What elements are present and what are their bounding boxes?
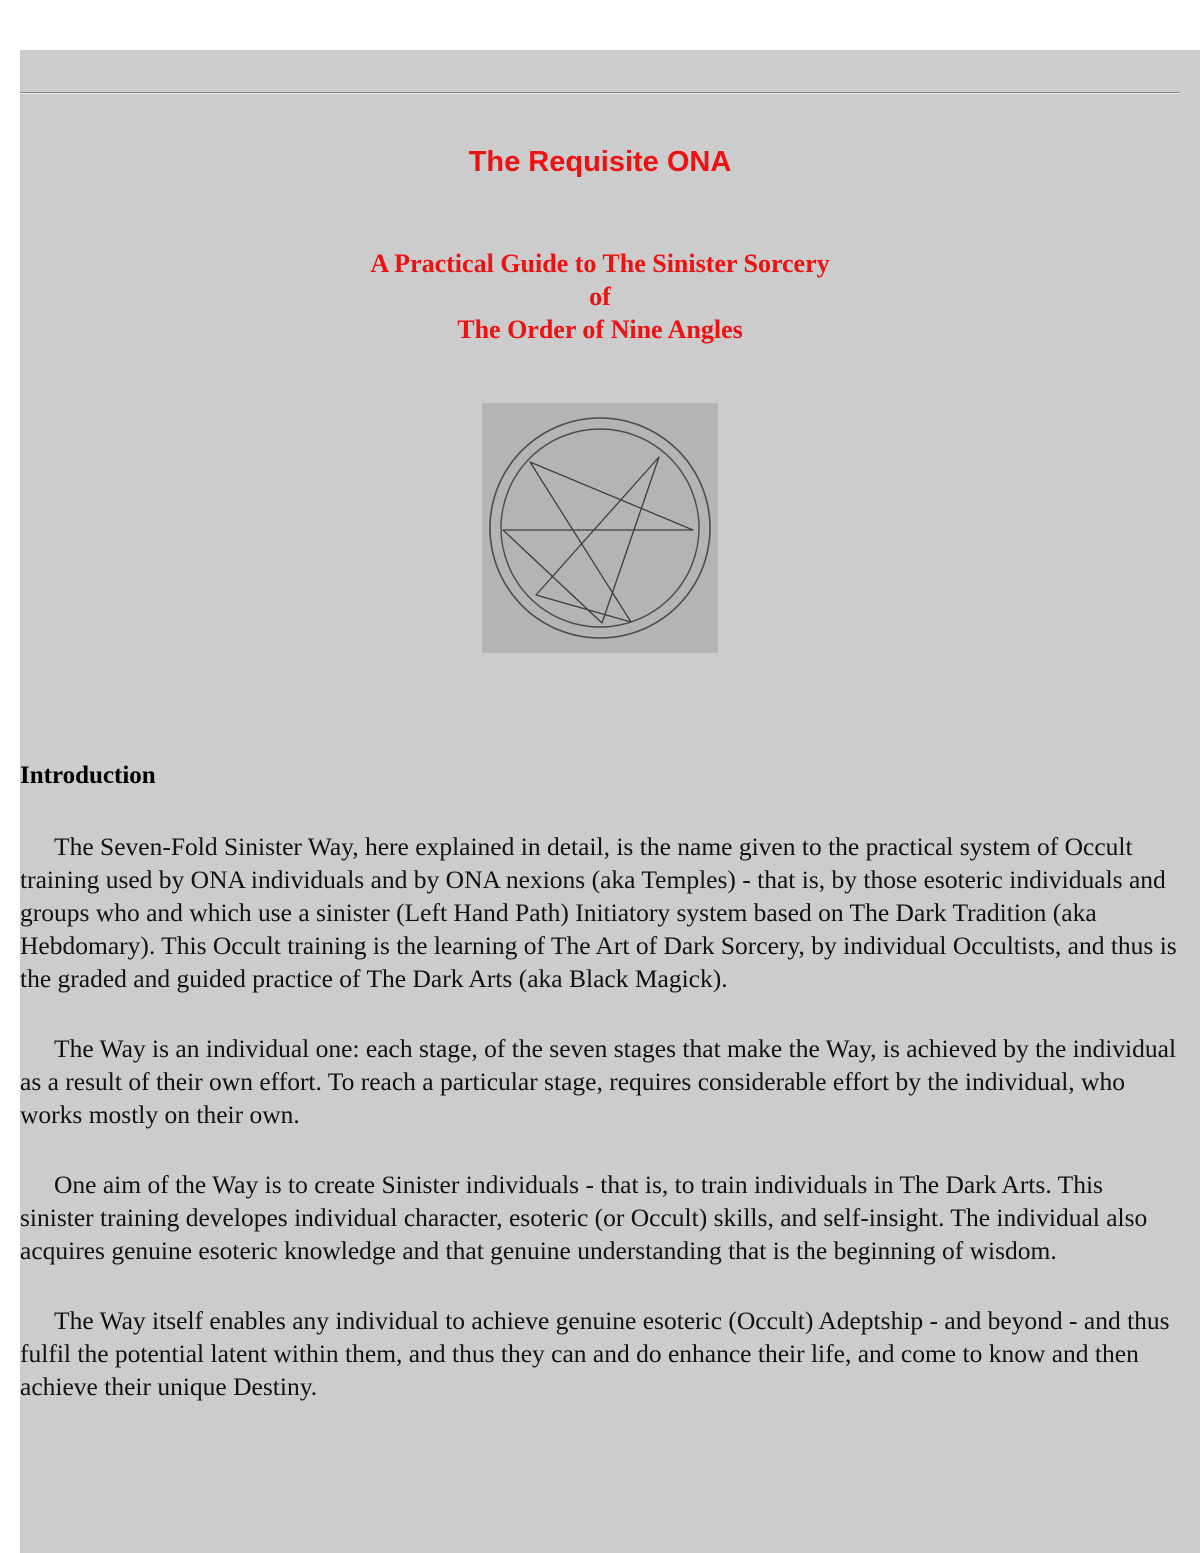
introduction-body bbox=[20, 830, 1180, 1440]
subtitle-line: of bbox=[589, 282, 611, 311]
subtitle-line: The Order of Nine Angles bbox=[457, 315, 743, 344]
paragraph: The Seven-Fold Sinister Way, here explained in detail, is the name given to the practical system of Occult training used by ONA individuals and by ONA nexions (aka Temples) - that is, by those esoteric individuals and groups who and which use a sinister (Left Hand Path) Initiatory system based on The Dark Tradition (aka Hebdomary). This Occult training is the learning of The Art of Dark Sorcery, by individual Occultists, and thus is the graded and guided practice of The Dark Arts (aka Black Magick). bbox=[20, 832, 1177, 993]
paragraph: The Way is an individual one: each stage, of the seven stages that make the Way, is achieved by the individual as a result of their own effort. To reach a particular stage, requires considerable effort by the individual, who works mostly on their own. bbox=[20, 1034, 1177, 1129]
subtitle-line: A Practical Guide to The Sinister Sorcery bbox=[370, 249, 830, 278]
paragraph: One aim of the Way is to create Sinister individuals - that is, to train individuals in The Dark Arts. This sinister training developes individual character, esoteric (or Occult) skills, and self-insight. The individual also acquires genuine esoteric knowledge and that genuine understanding that is the beginning of wisdom. bbox=[20, 1170, 1148, 1265]
paragraph: The Way itself enables any individual to achieve genuine esoteric (Occult) Adeptship - and beyond - and thus fulfil the potential latent within them, and thus they can and do enhance their life, and come to know and then achieve their unique Destiny. bbox=[20, 1306, 1170, 1401]
section-heading-introduction: Introduction bbox=[20, 762, 156, 789]
page-title: The Requisite ONA bbox=[468, 146, 732, 178]
document-page bbox=[20, 50, 1200, 1553]
horizontal-rule bbox=[20, 92, 1180, 94]
page-subtitle bbox=[20, 247, 1180, 346]
seven-pointed-star-in-circle-icon bbox=[482, 403, 718, 653]
